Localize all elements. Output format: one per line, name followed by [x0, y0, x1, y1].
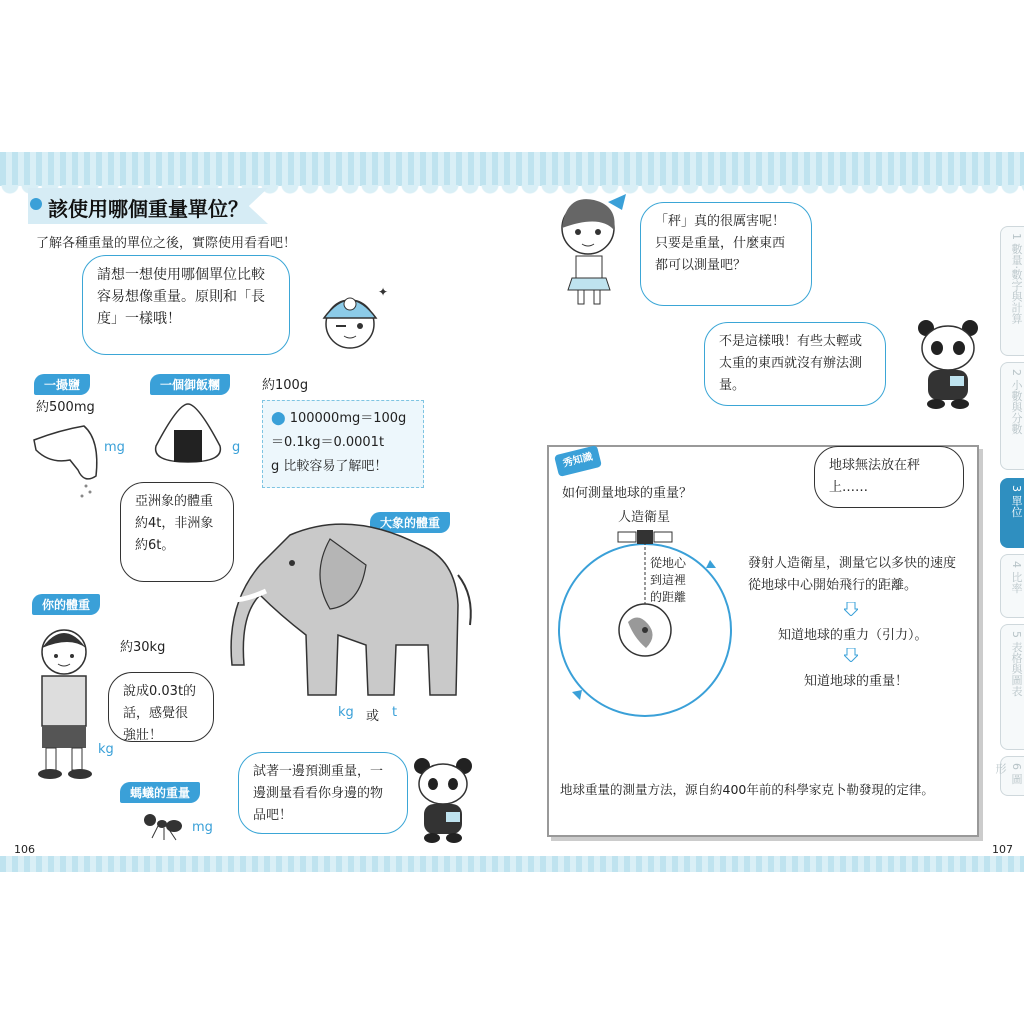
think-bubble: 請想一想使用哪個單位比較容易想像重量。原則和「長度」一樣哦！ — [82, 255, 290, 355]
girl-icon — [548, 190, 632, 310]
panda-bubble-left: 試著一邊預測重量，一邊測量看看你身邊的物品吧！ — [238, 752, 408, 834]
elephant-icon — [220, 515, 482, 705]
info-line-3: g 比較容易了解吧！ — [271, 459, 388, 474]
svg-text:✦: ✦ — [378, 285, 388, 299]
down-arrow-icon — [844, 648, 858, 662]
your-weight-value: 約30kg — [120, 640, 166, 655]
rice-ball-unit: g — [232, 440, 241, 455]
box-footer: 地球重量的測量方法，源自約400年前的科學家克卜勒發現的定律。 — [560, 782, 934, 797]
salt-weight: 約500mg — [36, 400, 95, 415]
panda-right-icon — [912, 318, 984, 410]
panda-bubble-right: 不是這樣哦！有些太輕或太重的東西就沒有辦法測量。 — [704, 322, 886, 406]
cap-boy-icon — [316, 282, 388, 354]
step-3: 知道地球的重量！ — [804, 674, 909, 689]
orbit-diagram — [550, 520, 740, 730]
tab-chapter-6[interactable]: 6 圖形 — [1000, 756, 1024, 796]
elephant-bubble: 亞洲象的體重約4t，非洲象約6t。 — [120, 482, 234, 582]
panda-icon — [410, 756, 476, 844]
page-number-right: 107 — [992, 843, 1013, 856]
intro-text: 了解各種重量的單位之後，實際使用看看吧！ — [36, 236, 297, 251]
tab-chapter-3[interactable]: 3 單位 — [1000, 478, 1024, 548]
boy-icon — [30, 618, 104, 782]
rice-ball-icon — [150, 400, 226, 466]
knowledge-badge: 秀知識 — [554, 445, 602, 477]
tab-chapter-5[interactable]: 5 表格與圖表 — [1000, 624, 1024, 750]
page-title: 該使用哪個重量單位？ — [48, 197, 248, 221]
info-line-2: ＝0.1kg＝0.0001t — [271, 435, 385, 450]
salt-unit: mg — [104, 440, 125, 455]
earth-bubble: 地球無法放在秤上…… — [814, 446, 964, 508]
pinch-hand-icon — [30, 420, 104, 500]
rice-ball-weight: 約100g — [262, 378, 309, 393]
step-1: 發射人造衛星，測量它以多快的速度從地球中心開始飛行的距離。 — [748, 556, 957, 593]
your-weight-unit: kg — [98, 742, 114, 757]
your-weight-bubble: 說成0.03t的話，感覺很強壯！ — [108, 672, 214, 742]
earth-question: 如何測量地球的重量？ — [562, 486, 693, 501]
elephant-tag: 大象的體重 — [370, 512, 450, 533]
page-number-left: 106 — [14, 843, 35, 856]
tab-chapter-1[interactable]: 1 數量‧數字與計算 — [1000, 226, 1024, 356]
tab-chapter-4[interactable]: 4 比率 — [1000, 554, 1024, 618]
elephant-unit-kg: kg — [338, 705, 354, 720]
your-weight-tag: 你的體重 — [32, 594, 100, 615]
ant-unit: mg — [192, 820, 213, 835]
bottom-stripe-band — [0, 856, 1024, 872]
ant-icon — [140, 806, 184, 842]
down-arrow-icon — [844, 602, 858, 616]
unit-conversion-box — [262, 400, 424, 488]
title-bullet-icon — [30, 198, 42, 210]
top-stripe-band — [0, 152, 1024, 186]
distance-label: 從地心到這裡的距離 — [650, 556, 687, 604]
ant-tag: 螞蟻的重量 — [120, 782, 200, 803]
salt-tag: 一撮鹽 — [34, 374, 90, 395]
satellite-label: 人造衛星 — [618, 510, 671, 525]
elephant-or: 或 — [366, 709, 380, 724]
tab-chapter-2[interactable]: 2 小數與分數 — [1000, 362, 1024, 470]
elephant-unit-t: t — [392, 705, 398, 720]
info-line-1: ⬤ 100000mg＝100g — [271, 411, 407, 426]
step-2: 知道地球的重力（引力）。 — [778, 628, 928, 643]
rice-ball-tag: 一個御飯糰 — [150, 374, 230, 395]
girl-bubble: 「秤」真的很厲害呢！只要是重量，什麼東西都可以測量吧？ — [640, 202, 812, 306]
